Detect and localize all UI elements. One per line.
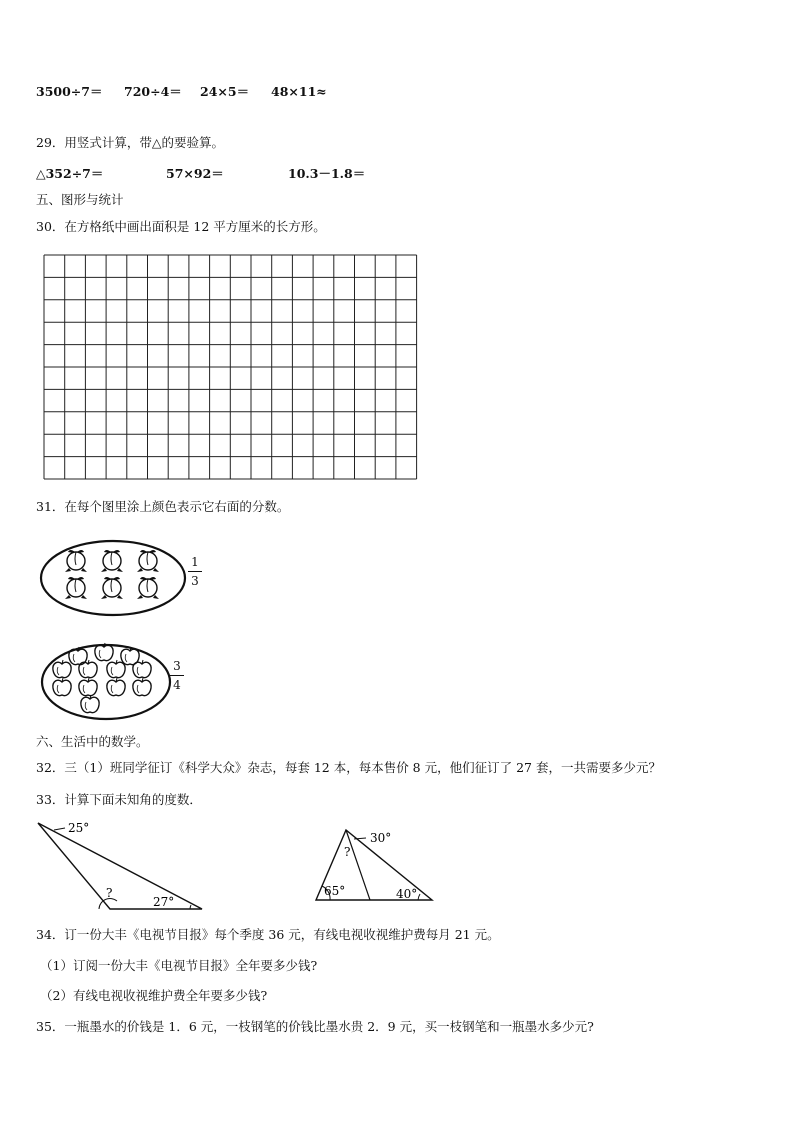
q31-prompt: 31．在每个图里涂上颜色表示它右面的分数。 xyxy=(36,499,290,514)
q31-fraction-2-denominator: 4 xyxy=(173,678,181,692)
triangle-2-angle-right: 40° xyxy=(396,887,418,901)
peach-icon[interactable] xyxy=(65,577,87,599)
apple-icon[interactable] xyxy=(133,678,151,696)
apple-icon[interactable] xyxy=(53,660,71,678)
q30-prompt: 30．在方格纸中画出面积是 12 平方厘米的长方形。 xyxy=(36,219,326,234)
q31-fraction-2-numerator: 3 xyxy=(173,659,181,673)
q29-prompt: 29．用竖式计算，带△的要验算。 xyxy=(36,135,225,150)
q31-figure-1[interactable] xyxy=(38,538,188,618)
triangle-1-angle-right: 27° xyxy=(153,895,175,909)
apple-icon[interactable] xyxy=(79,678,97,696)
q34-text: 34．订一份大丰《电视节目报》每个季度 36 元，有线电视收视维护费每月 21 元。 xyxy=(36,927,500,942)
apple-icon[interactable] xyxy=(79,660,97,678)
q33-triangle-2 xyxy=(310,822,440,906)
q32-text: 32．三（1）班同学征订《科学大众》杂志，每套 12 本，每本售价 8 元，他们征订了 27 套，一共需要多少元？ xyxy=(36,760,661,775)
q28-expression-3: 24×5＝ xyxy=(200,84,250,99)
q33-prompt: 33．计算下面未知角的度数． xyxy=(36,792,202,807)
apple-icon[interactable] xyxy=(107,660,125,678)
q34-sub-question-2: （2）有线电视收视维护费全年要多少钱? xyxy=(40,988,268,1003)
q33-triangle-1 xyxy=(30,815,220,920)
apple-icon[interactable] xyxy=(133,660,151,678)
q31-figure-2[interactable] xyxy=(40,642,172,722)
q29-expression-3: 10.3－1.8＝ xyxy=(288,166,366,181)
apple-icon[interactable] xyxy=(107,678,125,696)
q28-expression-2: 720÷4＝ xyxy=(124,84,182,99)
q31-fraction-2 xyxy=(170,659,184,692)
q30-grid-paper[interactable] xyxy=(43,254,419,484)
peach-icon[interactable] xyxy=(137,577,159,599)
peach-icon[interactable] xyxy=(65,550,87,572)
q28-expression-1: 3500÷7＝ xyxy=(36,84,103,99)
triangle-1-angle-unknown: ? xyxy=(106,886,113,900)
peach-icon[interactable] xyxy=(101,550,123,572)
q31-fraction-1-numerator: 1 xyxy=(191,555,199,569)
apple-icon[interactable] xyxy=(53,678,71,696)
q35-text: 35．一瓶墨水的价钱是 1．6 元，一枝钢笔的价钱比墨水贵 2．9 元，买一枝钢笔和一瓶墨水多少元? xyxy=(36,1019,594,1034)
triangle-1-angle-top: 25° xyxy=(68,821,90,835)
q34-sub-question-1: （1）订阅一份大丰《电视节目报》全年要多少钱? xyxy=(40,958,318,973)
section-6-title: 六、生活中的数学。 xyxy=(36,734,149,749)
q29-expression-2: 57×92＝ xyxy=(166,166,224,181)
section-5-title: 五、图形与统计 xyxy=(36,192,124,207)
triangle-2-angle-top: 30° xyxy=(370,831,392,845)
peach-icon[interactable] xyxy=(137,550,159,572)
q29-expression-1: △352÷7＝ xyxy=(36,166,104,181)
peach-icon[interactable] xyxy=(101,577,123,599)
q28-expression-4: 48×11≈ xyxy=(271,84,327,99)
q31-fraction-1 xyxy=(188,555,202,588)
triangle-2-angle-left: 65° xyxy=(324,884,346,898)
apple-icon[interactable] xyxy=(95,643,113,661)
apple-icon[interactable] xyxy=(81,695,99,713)
triangle-2-angle-unknown: ? xyxy=(344,845,351,859)
q31-fraction-1-denominator: 3 xyxy=(191,574,199,588)
